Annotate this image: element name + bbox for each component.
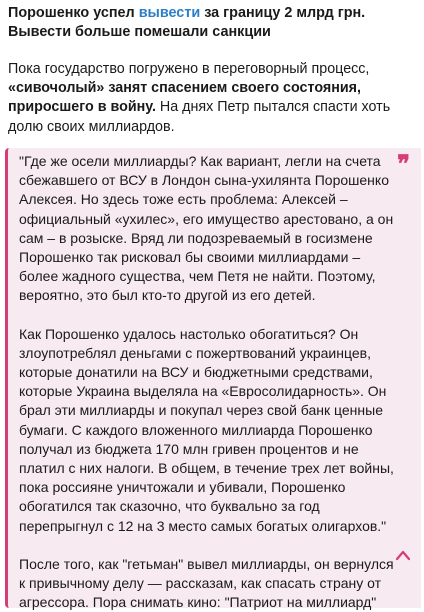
quote-paragraph-1: "Где же осели миллиарды? Как вариант, легли на счета сбежавшего от ВСУ в Лондон сына-ухилянта Порошенко Алексея. Но здесь тоже есть проблема: Алексей – официальный «ухилес», его имущество арестовано, а он сам – в розыске. Вряд ли подозреваемый в госизмене Порошенко так рисковал бы своими миллиардами – более жадного существа, чем Петя не найти. Поэтому, вероятно, это был кто-то другой из его детей.	[19, 153, 394, 304]
title-part-1: Порошенко успел	[8, 5, 139, 21]
intro-bold-text: «сивочолый» занят спасением своего состояния, приросшего в войну.	[8, 80, 361, 116]
blockquote	[5, 148, 421, 611]
quote-paragraph-2: Как Порошенко удалось настолько обогатиться? Он злоупотреблял деньгами с пожертвований украинцев, которые донатили на ВСУ и бюджетными средствами, которые Украина выделяла на «Евросолидарность». Он брал эти миллиарды и покупал через свой банк ценные бумаги. С каждого вложенного миллиарда Порошенко получал из бюджета 170 млн гривен процентов и не платил с них налоги. В общем, в течение трех лет войны, пока россияне уничтожали и убивали, Порошенко обогатился так сказочно, что буквально за год перепрыгнул с 12 на 3 место самых богатых олигархов."	[19, 325, 394, 534]
quote-text	[19, 152, 397, 612]
post-intro	[8, 60, 408, 137]
quote-paragraph-3: После того, как "гетьман" вывел миллиарды, он вернулся к привычному делу — рассказам, как спасать страну от агрессора. Пора снимать кино: "Патриот на миллиард"	[19, 555, 394, 611]
title-part-2: за границу 2 млрд грн. Вывести больше помешали санкции	[8, 5, 366, 40]
intro-plain-text: Пока государство погружено в переговорный процесс,	[8, 61, 370, 77]
post-title	[8, 4, 408, 42]
quote-icon: ❞	[397, 149, 410, 178]
title-link[interactable]: вывести	[138, 5, 201, 21]
chevron-up-icon[interactable]	[395, 549, 411, 561]
intro-tail-text: На днях Петр пытался спасти хоть долю своих миллиардов.	[8, 99, 391, 135]
